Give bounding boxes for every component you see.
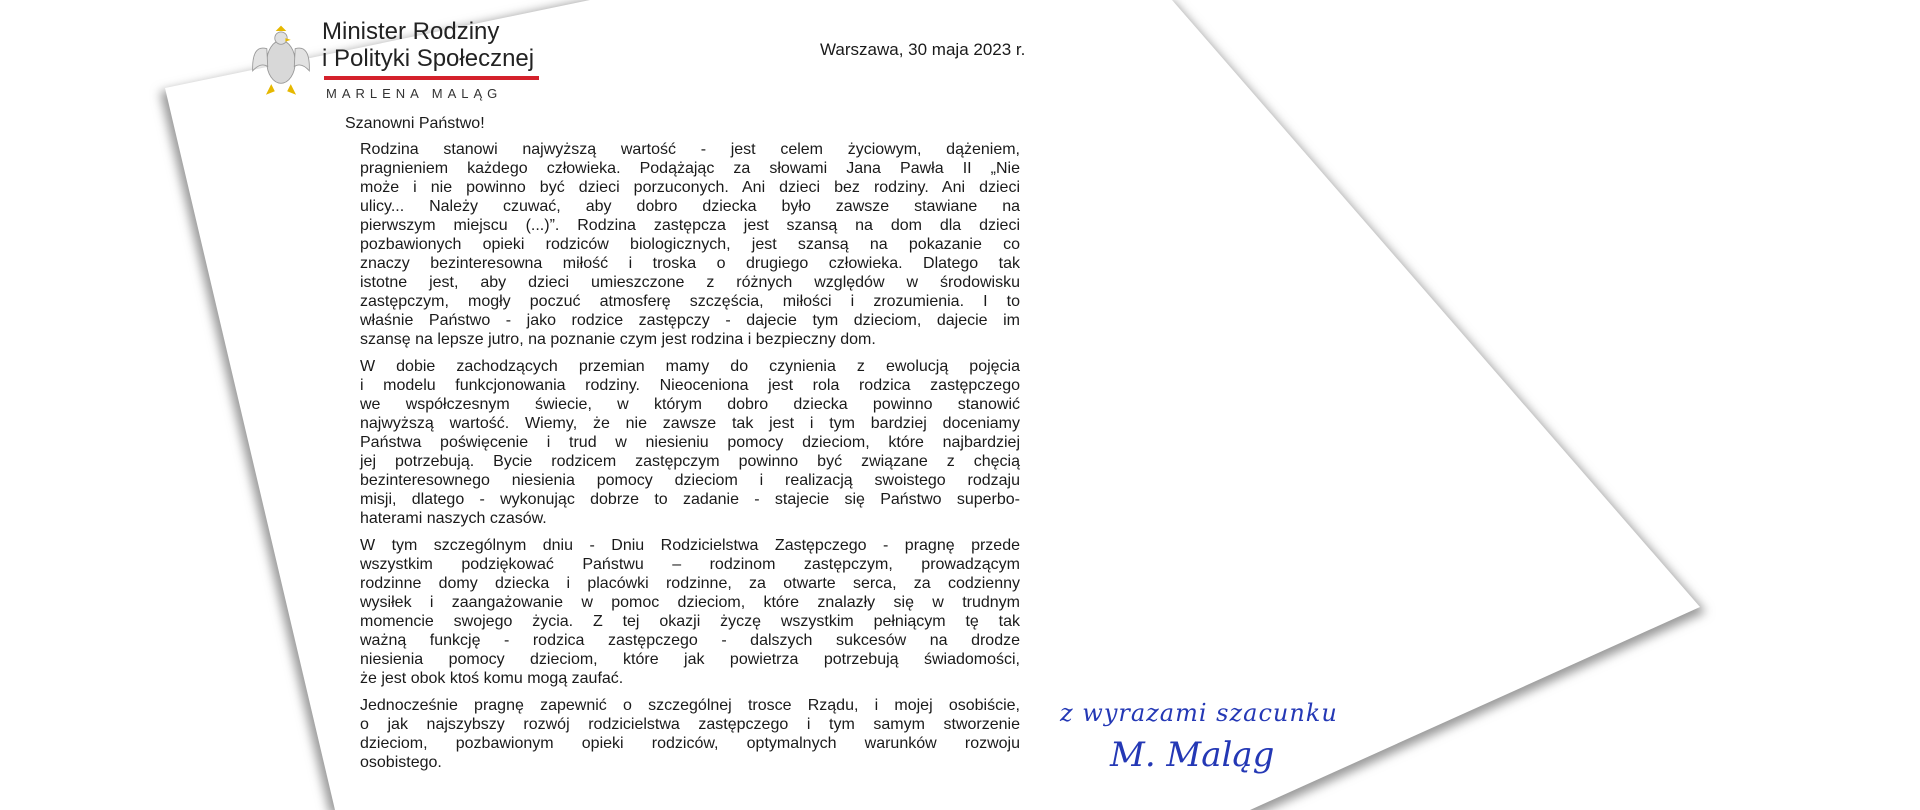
paragraph-line: że jest obok ktoś komu mogą zaufać. <box>360 670 624 687</box>
polish-eagle-emblem-icon <box>250 22 312 102</box>
paragraph-line: we współczesnym świecie, w którym dobro dziecka powinno stanowić <box>360 396 1020 413</box>
paragraph-line: pierwszym miejscu (...)”. Rodzina zastępcza jest szansą na dom dla dzieci <box>360 217 1020 234</box>
letter-paragraph <box>360 696 1020 772</box>
paragraph-line: znaczy bezinteresowna miłość i troska o drugiego człowieka. Dlatego tak <box>360 255 1020 272</box>
ministry-title-line1: Minister Rodziny <box>322 18 500 45</box>
paragraph-line: W dobie zachodzących przemian mamy do czynienia z ewolucją pojęcia <box>360 358 1020 375</box>
paragraph-line: pozbawionych opieki rodziców biologicznych, jest szansą na pokazanie co <box>360 236 1020 253</box>
paragraph-line: o jak najszybszy rozwój rodzicielstwa zastępczego i tym samym stworzenie <box>360 716 1020 733</box>
letter-paragraph <box>360 536 1020 688</box>
paragraph-line: momencie swojego życia. Z tej okazji życzę wszystkim pełniącym tę tak <box>360 613 1020 630</box>
paragraph-line: Państwa poświęcenie i trud w niesieniu pomocy dzieciom, które najbardziej <box>360 434 1020 451</box>
paragraph-line: szansę na lepsze jutro, na poznanie czym jest rodzina i bezpieczny dom. <box>360 331 876 348</box>
paragraph-line: zastępczym, mogły poczuć atmosferę szczęścia, miłości i zrozumienia. I to <box>360 293 1020 310</box>
paragraph-line: może i nie powinno być dzieci porzuconych. Ani dzieci bez rodziny. Ani dzieci <box>360 179 1020 196</box>
ministry-title-line2: i Polityki Społecznej <box>322 45 535 72</box>
paragraph-line: Rodzina stanowi najwyższą wartość - jest celem życiowym, dążeniem, <box>360 141 1020 158</box>
paragraph-line: wszystkim podziękować Państwu – rodzinom zastępczym, prowadzącym <box>360 556 1020 573</box>
paragraph-line: W tym szczególnym dniu - Dniu Rodzicielstwa Zastępczego - pragnę przede <box>360 537 1020 554</box>
paragraph-line: misji, dlatego - wykonując dobrze to zadanie - stajecie się Państwo superbo- <box>360 491 1020 508</box>
handwritten-signature: M. Maląg <box>1110 735 1275 775</box>
letter-paragraph <box>360 140 1020 349</box>
letter-body <box>360 140 1020 780</box>
paragraph-line: i modelu funkcjonowania rodziny. Nieoceniona jest rola rodzica zastępczego <box>360 377 1020 394</box>
paragraph-line: rodzinne domy dziecka i placówki rodzinne, za otwarte serca, za codzienny <box>360 575 1020 592</box>
paragraph-line: najwyższą wartość. Wiemy, że nie zawsze tak jest i tym bardziej doceniamy <box>360 415 1020 432</box>
letterhead-red-rule <box>324 76 539 80</box>
paragraph-line: Jednocześnie pragnę zapewnić o szczególnej trosce Rządu, i mojej osobiście, <box>360 697 1020 714</box>
paragraph-line: dzieciom, pozbawionym opieki rodziców, optymalnych warunków rozwoju <box>360 735 1020 752</box>
letter-greeting: Szanowni Państwo! <box>345 115 485 132</box>
paragraph-line: istotne jest, aby dzieci umieszczone z różnych względów w środowisku <box>360 274 1020 291</box>
handwritten-closing: z wyrazami szacunku <box>1060 699 1338 727</box>
paragraph-line: bezinteresownego niesienia pomocy dzieciom i realizacją swoistego rodzaju <box>360 472 1020 489</box>
paragraph-line: ulicy... Należy czuwać, aby dobro dziecka było zawsze stawiane na <box>360 198 1020 215</box>
paragraph-line: jej potrzebują. Bycie rodzicem zastępczym powinno być związane z chęcią <box>360 453 1020 470</box>
paragraph-line: haterami naszych czasów. <box>360 510 547 527</box>
paragraph-line: niesienia pomocy dzieciom, które jak powietrza potrzebują świadomości, <box>360 651 1020 668</box>
paragraph-line: ważną funkcję - rodzica zastępczego - dalszych sukcesów na drodze <box>360 632 1020 649</box>
letter-date: Warszawa, 30 maja 2023 r. <box>820 40 1026 59</box>
paragraph-line: właśnie Państwo - jako rodzice zastępczy - dajecie tym dzieciom, dajecie im <box>360 312 1020 329</box>
paragraph-line: osobistego. <box>360 754 442 771</box>
ministry-title <box>322 18 534 72</box>
paragraph-line: wysiłek i zaangażowanie w pomoc dzieciom, które znalazły się w trudnym <box>360 594 1020 611</box>
minister-name: MARLENA MALĄG <box>326 86 503 101</box>
paragraph-line: pragnieniem każdego człowieka. Podążając za słowami Jana Pawła II „Nie <box>360 160 1020 177</box>
letter-paragraph <box>360 357 1020 528</box>
